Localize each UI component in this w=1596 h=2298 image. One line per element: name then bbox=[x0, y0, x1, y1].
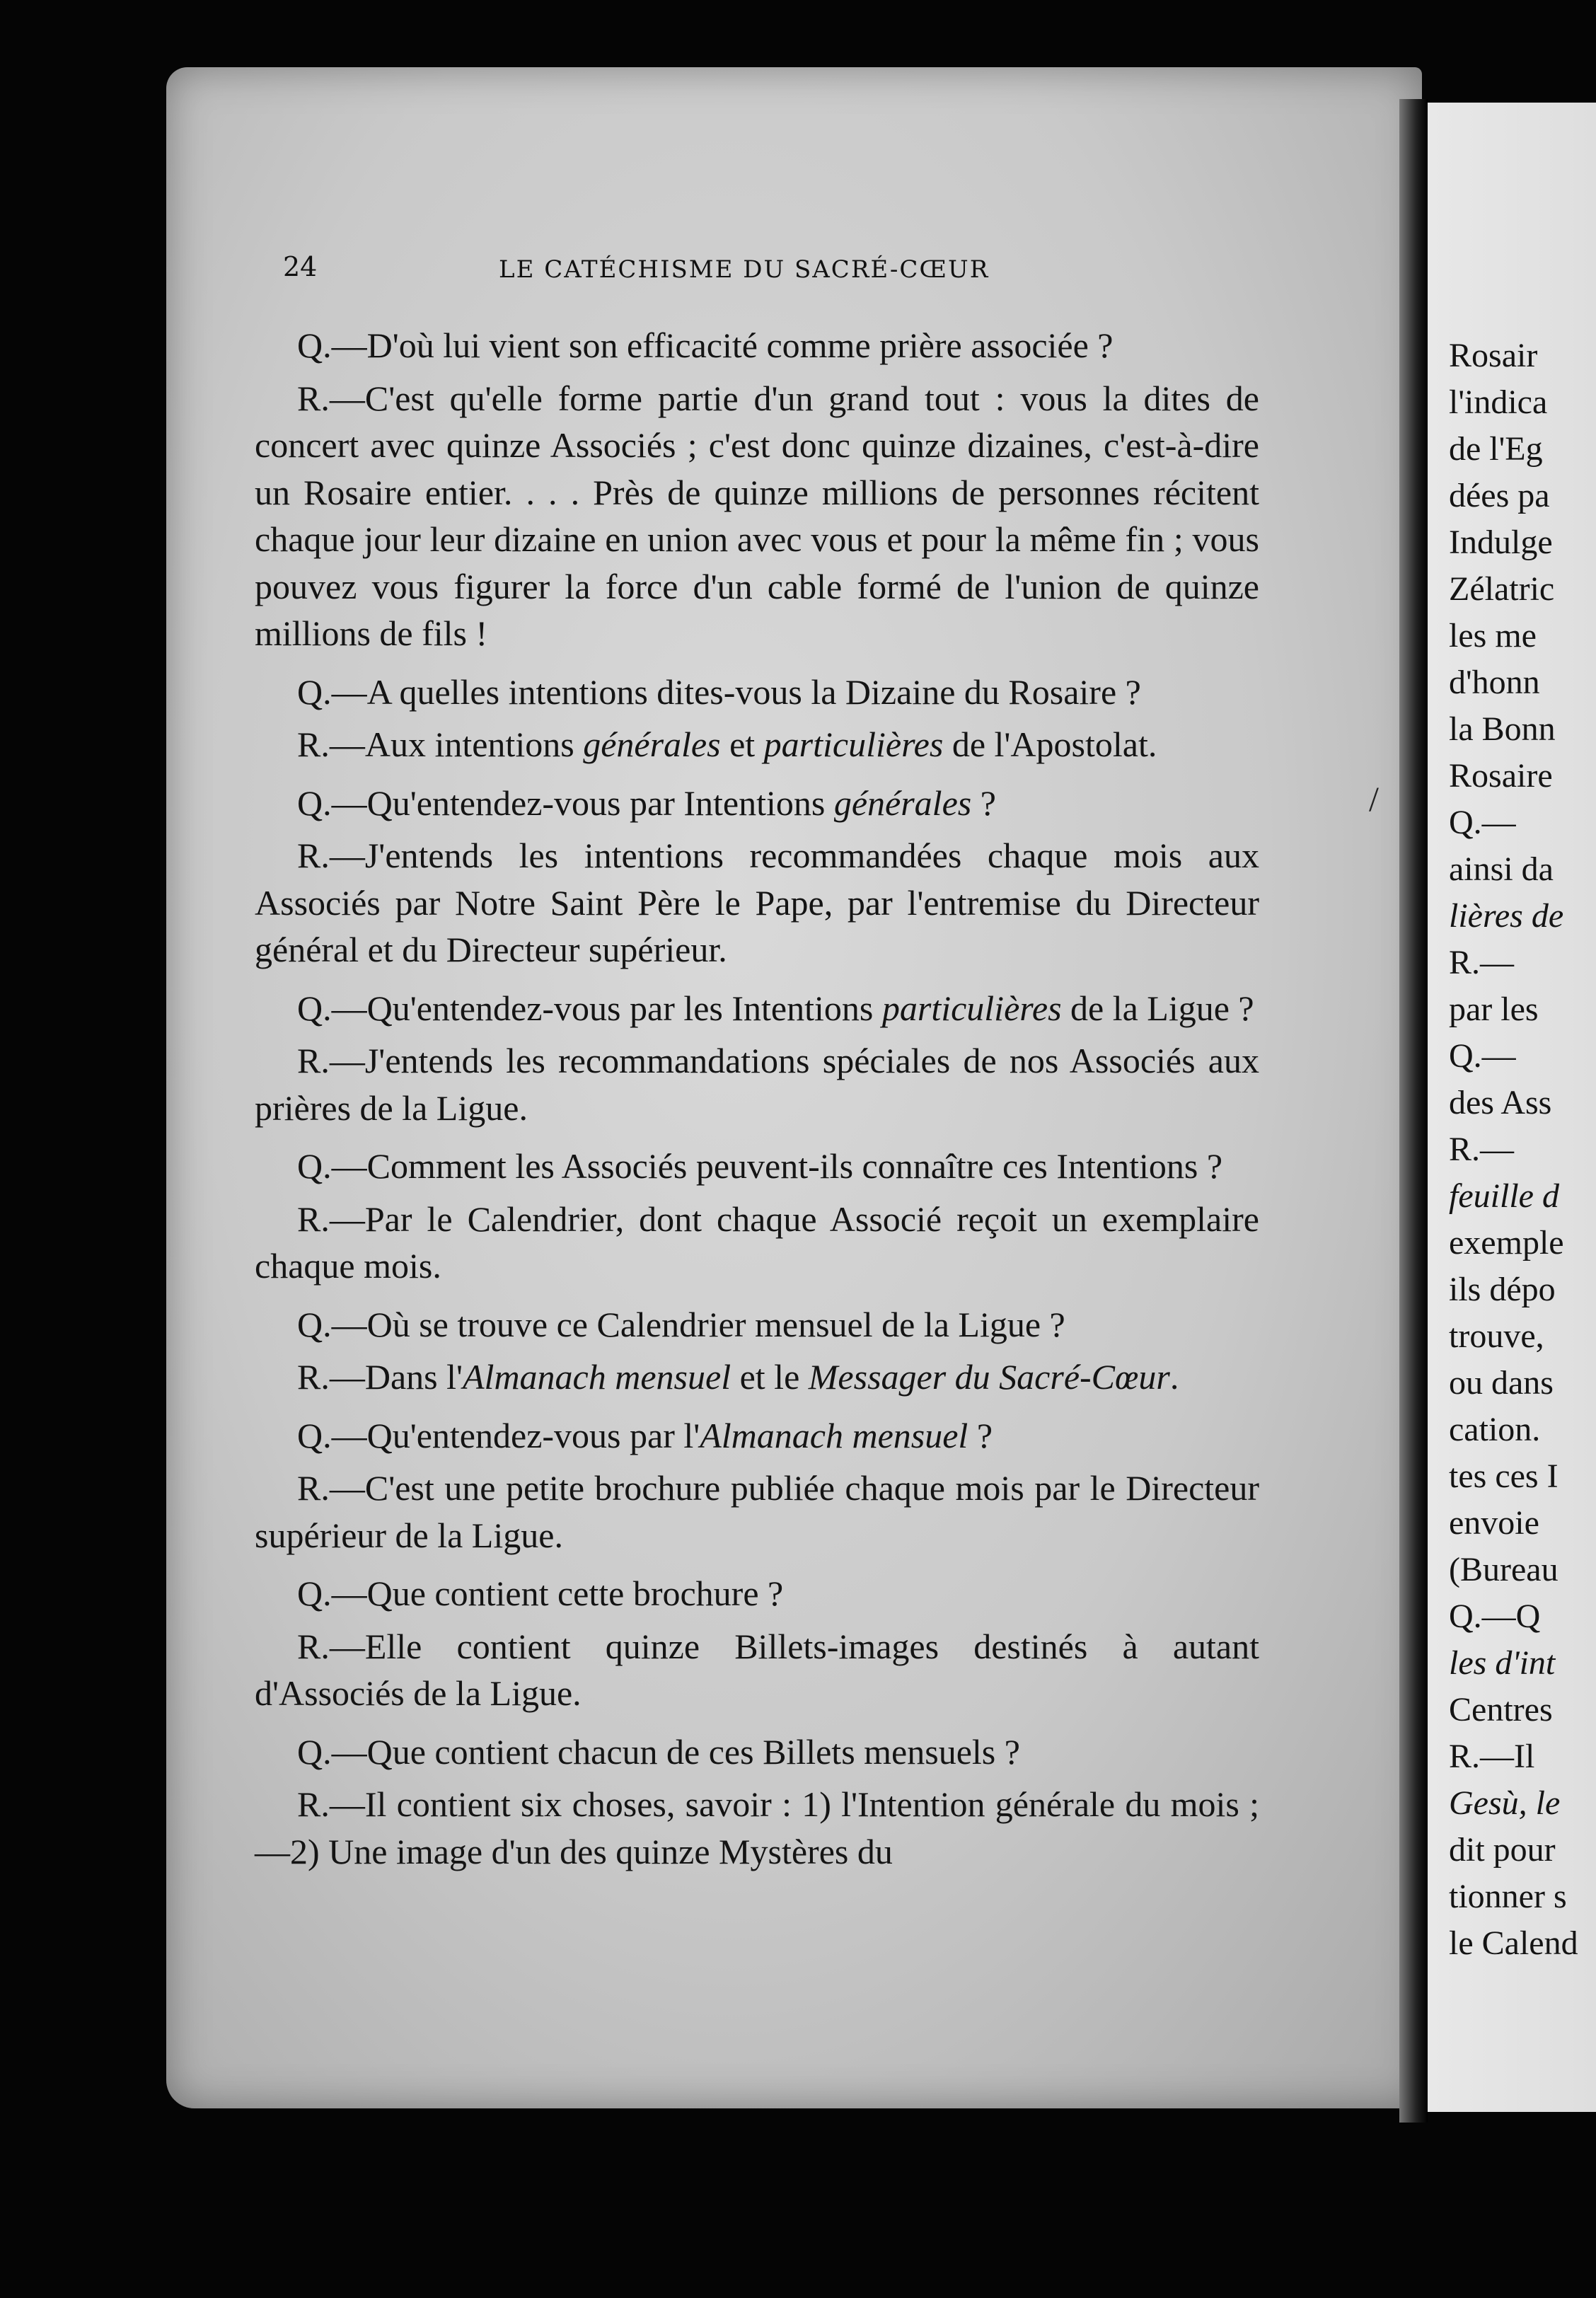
text-run: R.—Dans l' bbox=[297, 1357, 463, 1397]
answer-paragraph bbox=[255, 721, 1259, 768]
answer-paragraph: R.—Elle contient quinze Billets-images destinés à autant d'Associés de la Ligue. bbox=[255, 1626, 1259, 1713]
answer-paragraph bbox=[255, 1353, 1259, 1401]
question-paragraph bbox=[255, 780, 1259, 827]
right-page-line: dées pa bbox=[1449, 477, 1550, 514]
italic-term: Messager du Sacré-Cœur bbox=[808, 1357, 1170, 1397]
text-run: de la Ligue ? bbox=[1061, 988, 1254, 1028]
text-run: ? bbox=[968, 1415, 993, 1455]
answer-paragraph: R.—Par le Calendrier, dont chaque Associé reçoit un exemplaire chaque mois. bbox=[255, 1199, 1259, 1286]
question-paragraph: Q.—D'où lui vient son efficacité comme prière associée ? bbox=[297, 325, 1114, 365]
right-page-line: envoie bbox=[1449, 1504, 1539, 1542]
answer-paragraph: R.—J'entends les recommandations spéciales de nos Associés aux prières de la Ligue. bbox=[255, 1041, 1259, 1128]
question-paragraph: Q.—Que contient chacun de ces Billets mensuels ? bbox=[297, 1731, 1020, 1772]
page-number: 24 bbox=[283, 251, 318, 282]
right-page-line: exemple bbox=[1449, 1224, 1564, 1261]
answer-paragraph: R.—J'entends les intentions recommandées chaque mois aux Associés par Notre Saint Père le Pape, par l'entremise du Directeur général et du Directeur supérieur. bbox=[255, 836, 1259, 969]
margin-mark: / bbox=[1369, 779, 1379, 819]
italic-term: générales bbox=[583, 724, 721, 764]
italic-term: générales bbox=[833, 783, 972, 823]
right-page-line: R.— bbox=[1449, 944, 1515, 981]
italic-term: particulières bbox=[881, 988, 1062, 1028]
right-page-line: d'honn bbox=[1449, 664, 1540, 701]
question-paragraph: Q.—Comment les Associés peuvent-ils connaître ces Intentions ? bbox=[297, 1146, 1223, 1186]
text-run: . bbox=[1169, 1357, 1179, 1397]
right-page-line: trouve, bbox=[1449, 1317, 1544, 1355]
answer-paragraph: R.—C'est qu'elle forme partie d'un grand tout : vous la dites de concert avec quinze Associés ; c'est donc quinze dizaines, c'est-à-dire un Rosaire entier. . . . Près de quinze millions de personnes récitent chaque jour leur dizaine en union avec vous et pour la même fin ; vous pouvez vous figurer la force d'un cable formé de l'union de quinze millions de fils ! bbox=[255, 378, 1259, 653]
text-run: et bbox=[720, 724, 764, 764]
question-paragraph: Q.—Où se trouve ce Calendrier mensuel de la Ligue ? bbox=[297, 1304, 1065, 1344]
right-page-line: Indulge bbox=[1449, 524, 1553, 561]
right-page-line: par les bbox=[1449, 991, 1539, 1028]
right-page-line: Q.— bbox=[1449, 1037, 1516, 1075]
right-page-line: feuille d bbox=[1449, 1177, 1559, 1215]
right-page-line: l'indica bbox=[1449, 383, 1548, 421]
right-page-line: de l'Eg bbox=[1449, 430, 1543, 468]
right-page-line: (Bureau bbox=[1449, 1551, 1559, 1588]
question-paragraph: Q.—A quelles intentions dites-vous la Dizaine du Rosaire ? bbox=[297, 671, 1141, 712]
italic-term: particulières bbox=[763, 724, 944, 764]
text-run: Q.—Qu'entendez-vous par Intentions bbox=[297, 783, 834, 823]
text-run: et le bbox=[731, 1357, 809, 1397]
italic-term: Almanach mensuel bbox=[463, 1357, 732, 1397]
right-page-line: Centres bbox=[1449, 1691, 1553, 1728]
right-page-line: Rosaire bbox=[1449, 757, 1553, 795]
right-page-line: Q.—Q bbox=[1449, 1598, 1541, 1635]
text-run: de l'Apostolat. bbox=[943, 724, 1157, 764]
right-page-line: Gesù, le bbox=[1449, 1784, 1561, 1822]
right-page-line: des Ass bbox=[1449, 1084, 1552, 1121]
right-page-line: ils dépo bbox=[1449, 1271, 1556, 1308]
left-page-text bbox=[255, 322, 1259, 1881]
book-gutter bbox=[1399, 99, 1428, 2123]
question-paragraph: Q.—Que contient cette brochure ? bbox=[297, 1574, 784, 1613]
right-page-line: lières de bbox=[1449, 897, 1564, 935]
text-run: Q.—Qu'entendez-vous par les Intentions bbox=[297, 988, 882, 1028]
right-page-line: R.—Il bbox=[1449, 1738, 1535, 1775]
question-paragraph bbox=[255, 985, 1259, 1032]
right-page-line: tes ces I bbox=[1449, 1457, 1559, 1495]
right-page-line: dit pour bbox=[1449, 1831, 1556, 1869]
right-page-line: ou dans bbox=[1449, 1364, 1554, 1402]
right-page-line: ainsi da bbox=[1449, 850, 1554, 888]
question-paragraph bbox=[255, 1412, 1259, 1460]
answer-paragraph: R.—C'est une petite brochure publiée chaque mois par le Directeur supérieur de la Ligue. bbox=[255, 1468, 1259, 1555]
right-page-line: les d'int bbox=[1449, 1644, 1556, 1682]
right-page-line: R.— bbox=[1449, 1131, 1515, 1168]
right-page-line: la Bonn bbox=[1449, 710, 1556, 748]
right-page-text-fragments bbox=[1449, 333, 1596, 1967]
right-page-line: le Calend bbox=[1449, 1924, 1578, 1962]
italic-term: Almanach mensuel bbox=[700, 1415, 968, 1455]
answer-paragraph: R.—Il contient six choses, savoir : 1) l'Intention générale du mois ;—2) Une image d'un des quinze Mystères du bbox=[255, 1784, 1259, 1871]
text-run: Q.—Qu'entendez-vous par l' bbox=[297, 1415, 700, 1455]
text-run: ? bbox=[971, 783, 996, 823]
right-page-line: Zélatric bbox=[1449, 570, 1555, 608]
right-page-line: Q.— bbox=[1449, 804, 1516, 841]
text-run: R.—Aux intentions bbox=[297, 724, 584, 764]
right-page-line: Rosair bbox=[1449, 337, 1538, 374]
running-title: LE CATÉCHISME DU SACRÉ-CŒUR bbox=[499, 255, 990, 284]
right-page-line: cation. bbox=[1449, 1411, 1541, 1448]
right-page-line: les me bbox=[1449, 617, 1537, 654]
right-page-line: tionner s bbox=[1449, 1878, 1567, 1915]
